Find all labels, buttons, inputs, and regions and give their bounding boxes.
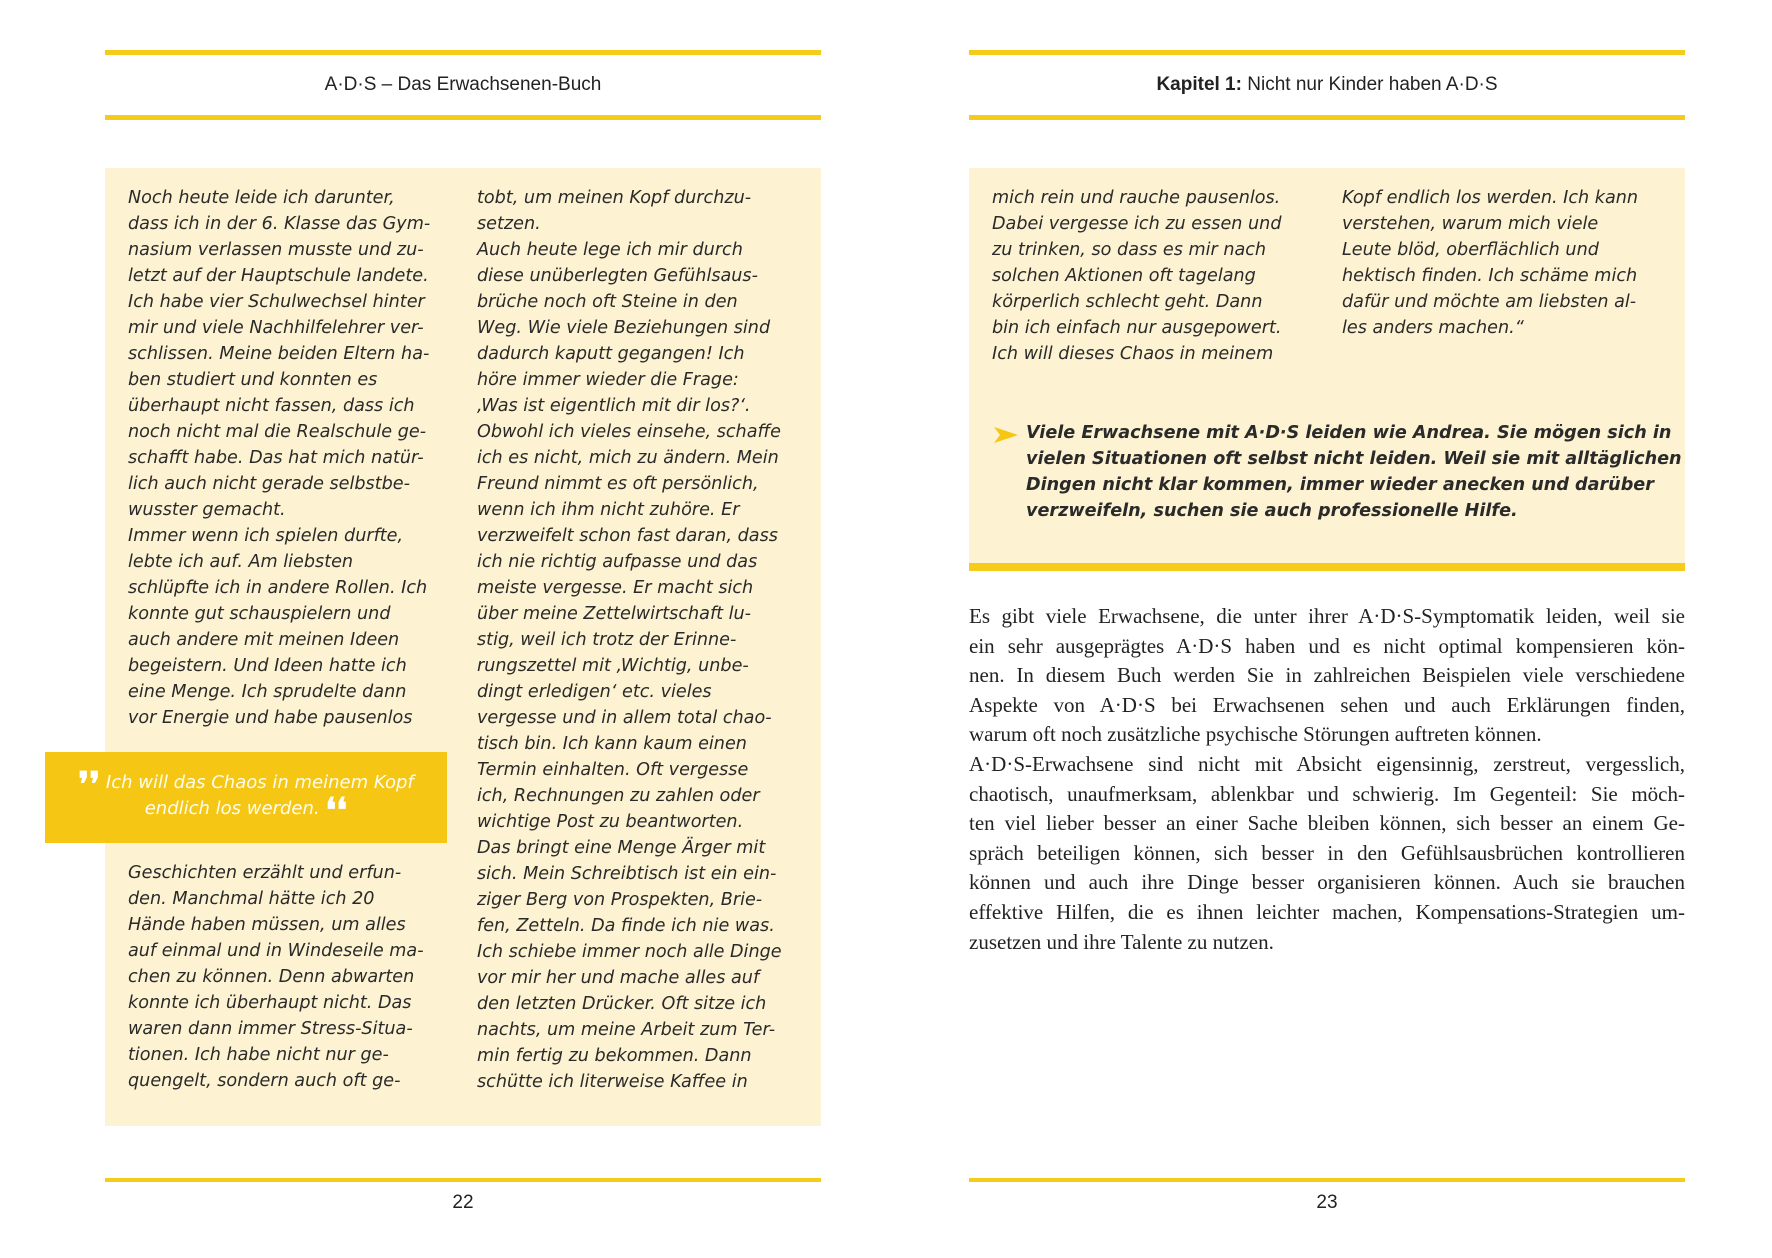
story-line: Immer wenn ich spielen durfte,: [128, 526, 404, 546]
story-line: Termin einhalten. Oft vergesse: [477, 760, 749, 780]
story-line: Leute blöd, oberflächlich und: [1342, 240, 1599, 260]
story-line: Freund nimmt es oft persönlich,: [477, 474, 759, 494]
chapter-label: Kapitel 1:: [1156, 74, 1242, 95]
body-line: nen. In diesem Buch werden Sie in zahlreichen Beispielen viele verschiedene: [969, 663, 1685, 688]
highlight-line: Viele Erwachsene mit A·D·S leiden wie Andrea. Sie mögen sich in: [1026, 423, 1672, 443]
story-line: sich. Mein Schreibtisch ist ein ein-: [477, 864, 777, 884]
story-line: rungszettel mit ‚Wichtig, unbe-: [477, 656, 749, 676]
open-quote-icon: ❜❜: [78, 765, 101, 805]
story-line: eine Menge. Ich sprudelte dann: [128, 682, 407, 702]
page-number: 23: [1316, 1192, 1338, 1213]
story-line: stig, weil ich trotz der Erinne-: [477, 630, 737, 650]
body-line: A·D·S-Erwachsene sind nicht mit Absicht eigensinnig, zerstreut, vergesslich,: [969, 751, 1685, 776]
story-line: Weg. Wie viele Beziehungen sind: [477, 318, 771, 338]
story-line: ich es nicht, mich zu ändern. Mein: [477, 448, 779, 468]
story-line: den. Manchmal hätte ich 20: [128, 889, 375, 909]
box-bottom-rule: [969, 563, 1685, 571]
highlight-line: verzweifeln, suchen sie auch professionelle Hilfe.: [1026, 501, 1518, 521]
story-line: auch andere mit meinen Ideen: [128, 630, 400, 650]
story-line: dass ich in der 6. Klasse das Gym-: [128, 214, 431, 234]
story-line: letzt auf der Hauptschule landete.: [128, 266, 429, 286]
story-line: höre immer wieder die Frage:: [477, 370, 739, 390]
top-rule: [105, 50, 821, 55]
story-line: dadurch kaputt gegangen! Ich: [477, 344, 745, 364]
footer-rule: [969, 1178, 1685, 1182]
body-line: ten viel lieber besser an einer Sache bleiben können, sich besser an einem Ge-: [969, 811, 1685, 836]
story-line: Auch heute lege ich mir durch: [477, 240, 743, 260]
pull-quote-line-1: [55, 765, 437, 805]
story-line: waren dann immer Stress-Situa-: [128, 1019, 413, 1039]
running-head: A·D·S – Das Erwachsenen-Buch: [324, 74, 602, 95]
close-quote-icon: ❛❛: [325, 791, 348, 831]
story-line: wichtige Post zu beantworten.: [477, 812, 744, 832]
story-line: zu trinken, so dass es mir nach: [992, 240, 1267, 260]
story-line: Geschichten erzählt und erfun-: [128, 863, 402, 883]
highlight-line: Dingen nicht klar kommen, immer wieder anecken und darüber: [1026, 475, 1654, 495]
story-line: tisch bin. Ich kann kaum einen: [477, 734, 747, 754]
story-line: ben studiert und konnten es: [128, 370, 378, 390]
story-line: noch nicht mal die Realschule ge-: [128, 422, 427, 442]
story-line: min fertig zu bekommen. Dann: [477, 1046, 752, 1066]
story-line: ich, Rechnungen zu zahlen oder: [477, 786, 760, 806]
story-line: Ich schiebe immer noch alle Dinge: [477, 942, 782, 962]
story-line: tobt, um meinen Kopf durchzu-: [477, 188, 752, 208]
story-line: vor Energie und habe pausenlos: [128, 708, 413, 728]
story-column-1-top: [128, 185, 430, 731]
pull-quote-text-2: endlich los werden.: [144, 798, 320, 819]
body-line: effektive Hilfen, die es ihnen leichter machen, Kompensations-Strategien um-: [969, 899, 1685, 924]
story-line: dingt erledigen‘ etc. vieles: [477, 682, 712, 702]
story-line: begeistern. Und Ideen hatte ich: [128, 656, 407, 676]
running-head: [969, 73, 1685, 97]
story-line: lebte ich auf. Am liebsten: [128, 552, 354, 572]
body-line: können und auch ihre Dinge besser organisieren können. Auch sie brauchen: [969, 870, 1685, 895]
story-line: ‚Was ist eigentlich mit dir los?‘.: [477, 396, 751, 416]
story-line: diese unüberlegten Gefühlsaus-: [477, 266, 758, 286]
story-column-2: [477, 185, 782, 1095]
page-number: 22: [452, 1192, 474, 1213]
story-line: Hände haben müssen, um alles: [128, 915, 406, 935]
story-line: fen, Zetteln. Da finde ich nie was.: [477, 916, 775, 936]
story-line: Noch heute leide ich darunter,: [128, 188, 395, 208]
story-line: schlissen. Meine beiden Eltern ha-: [128, 344, 430, 364]
story-line: meiste vergesse. Er macht sich: [477, 578, 754, 598]
story-line: schütte ich literweise Kaffee in: [477, 1072, 748, 1092]
story-line: setzen.: [477, 214, 541, 234]
story-line: Das bringt eine Menge Ärger mit: [477, 838, 766, 858]
body-line: Aspekte von A·D·S bei Erwachsenen sehen und auch Erklärungen finden,: [969, 692, 1685, 717]
body-line: spräch beteiligen können, sich besser in den Gefühlsausbrüchen kontrollieren: [969, 840, 1685, 865]
header-rule: [105, 115, 821, 120]
highlight-line: vielen Situationen oft selbst nicht leiden. Weil sie mit alltäglichen: [1026, 449, 1682, 469]
story-line: Obwohl ich vieles einsehe, schaffe: [477, 422, 782, 442]
body-line: warum oft noch zusätzliche psychische Störungen auftreten können.: [969, 722, 1542, 747]
body-line: chaotisch, unaufmerksam, ablenkbar und schwierig. Im Gegenteil: Sie möch-: [969, 781, 1685, 806]
body-line: Es gibt viele Erwachsene, die unter ihrer A·D·S-Symptomatik leiden, weil sie: [969, 604, 1685, 628]
story-line: nasium verlassen musste und zu-: [128, 240, 424, 260]
story-column-1: [992, 185, 1282, 367]
story-column-1-bottom: [128, 860, 424, 1094]
story-line: konnte gut schauspielern und: [128, 604, 391, 624]
pull-quote-line-2: [55, 791, 437, 831]
chapter-title: Nicht nur Kinder haben A·D·S: [1241, 74, 1498, 95]
story-line: ich nie richtig aufpasse und das: [477, 552, 758, 572]
story-line: quengelt, sondern auch oft ge-: [128, 1071, 401, 1091]
summary-highlight: [1026, 420, 1682, 524]
story-line: hektisch finden. Ich schäme mich: [1342, 266, 1638, 286]
story-line: wusster gemacht.: [128, 500, 286, 520]
story-line: Kopf endlich los werden. Ich kann: [1342, 188, 1639, 208]
story-line: verzweifelt schon fast daran, dass: [477, 526, 778, 546]
story-line: überhaupt nicht fassen, dass ich: [128, 396, 415, 416]
story-line: vor mir her und mache alles auf: [477, 968, 760, 988]
body-text: [969, 602, 1685, 957]
story-line: verstehen, warum mich viele: [1342, 214, 1599, 234]
story-line: körperlich schlecht geht. Dann: [992, 292, 1263, 312]
story-line: mir und viele Nachhilfelehrer ver-: [128, 318, 424, 338]
arrow-icon: [992, 425, 1020, 445]
story-line: dafür und möchte am liebsten al-: [1342, 292, 1637, 312]
body-line: ein sehr ausgeprägtes A·D·S haben und es nicht optimal kompensieren kön-: [969, 633, 1685, 658]
story-line: Dabei vergesse ich zu essen und: [992, 214, 1282, 234]
story-line: konnte ich überhaupt nicht. Das: [128, 993, 412, 1013]
story-line: mich rein und rauche pausenlos.: [992, 188, 1281, 208]
story-line: tionen. Ich habe nicht nur ge-: [128, 1045, 389, 1065]
story-line: Ich habe vier Schulwechsel hinter: [128, 292, 425, 312]
pull-quote: [45, 752, 447, 843]
story-line: schlüpfte ich in andere Rollen. Ich: [128, 578, 428, 598]
story-line: den letzten Drücker. Oft sitze ich: [477, 994, 767, 1014]
story-line: schafft habe. Das hat mich natür-: [128, 448, 424, 468]
body-line: zusetzen und ihre Talente zu nutzen.: [969, 929, 1274, 954]
story-column-2: [1342, 185, 1638, 341]
story-line: Ich will dieses Chaos in meinem: [992, 344, 1274, 364]
story-line: über meine Zettelwirtschaft lu-: [477, 604, 752, 624]
story-line: solchen Aktionen oft tagelang: [992, 266, 1256, 286]
story-line: les anders machen.“: [1342, 318, 1524, 338]
story-line: nachts, um meine Arbeit zum Ter-: [477, 1020, 776, 1040]
header-rule: [969, 115, 1685, 120]
footer-rule: [105, 1178, 821, 1182]
pull-quote-text-1: Ich will das Chaos in meinem Kopf: [105, 772, 414, 793]
story-line: vergesse und in allem total chao-: [477, 708, 772, 728]
story-line: bin ich einfach nur ausgepowert.: [992, 318, 1282, 338]
story-line: brüche noch oft Steine in den: [477, 292, 738, 312]
story-line: wenn ich ihm nicht zuhöre. Er: [477, 500, 740, 520]
story-line: ziger Berg von Prospekten, Brie-: [477, 890, 763, 910]
story-line: auf einmal und in Windeseile ma-: [128, 941, 424, 961]
story-line: lich auch nicht gerade selbstbe-: [128, 474, 410, 494]
top-rule: [969, 50, 1685, 55]
story-line: chen zu können. Denn abwarten: [128, 967, 415, 987]
